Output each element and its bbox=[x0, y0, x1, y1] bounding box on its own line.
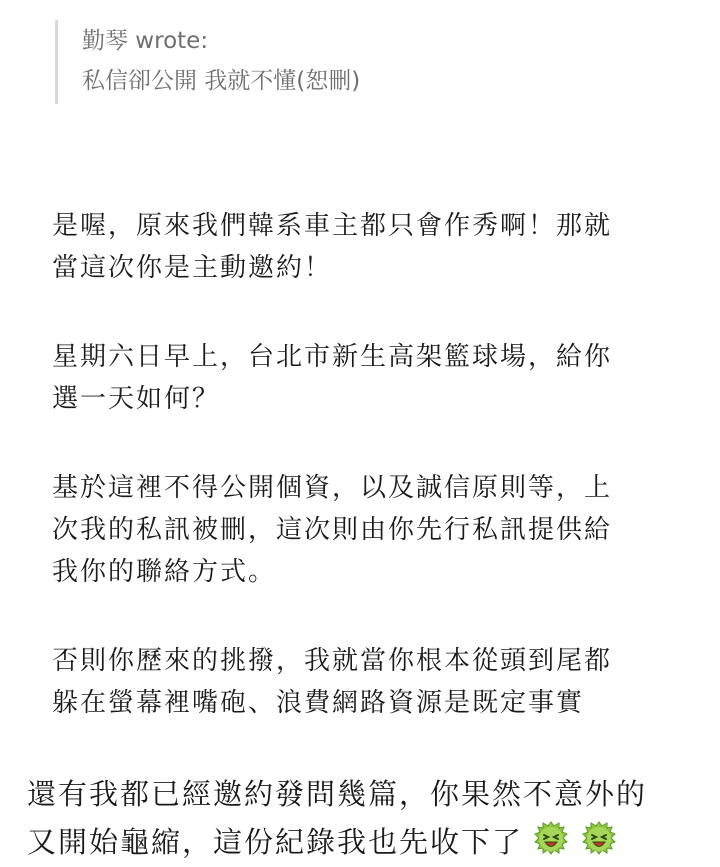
quote-text: 私信卻公開 我就不懂(恕刪) bbox=[82, 68, 361, 94]
post-paragraph-2 bbox=[52, 336, 692, 420]
quote-block bbox=[55, 20, 655, 104]
post-paragraph-4 bbox=[52, 640, 692, 724]
tail-line-text: 又開始龜縮，這份紀錄我也先收下了 bbox=[27, 825, 524, 859]
post-paragraph-3 bbox=[52, 467, 692, 593]
quote-author: 勤琴 wrote: bbox=[82, 28, 209, 54]
post-paragraph-1 bbox=[52, 205, 692, 289]
tail-line: 還有我都已經邀約發問幾篇，你果然不意外的 bbox=[27, 777, 648, 811]
laughing-green-face-icon bbox=[579, 818, 619, 858]
paragraph-line: 星期六日早上，台北市新生高架籃球場，給你 bbox=[52, 342, 613, 372]
paragraph-line: 是喔，原來我們韓系車主都只會作秀啊！那就 bbox=[52, 211, 613, 241]
laughing-green-face-icon bbox=[531, 818, 571, 858]
paragraph-line: 當這次你是主動邀約！ bbox=[52, 253, 333, 283]
paragraph-line: 躲在螢幕裡嘴砲、浪費網路資源是既定事實 bbox=[52, 688, 585, 718]
post-tail-text bbox=[27, 770, 717, 866]
paragraph-line: 我你的聯絡方式。 bbox=[52, 557, 277, 587]
paragraph-line: 否則你歷來的挑撥，我就當你根本從頭到尾都 bbox=[52, 646, 613, 676]
paragraph-line: 次我的私訊被刪，這次則由你先行私訊提供給 bbox=[52, 515, 613, 545]
paragraph-line: 選一天如何？ bbox=[52, 384, 221, 414]
tail-line-with-emoji bbox=[27, 818, 717, 866]
paragraph-line: 基於這裡不得公開個資，以及誠信原則等，上 bbox=[52, 473, 613, 503]
